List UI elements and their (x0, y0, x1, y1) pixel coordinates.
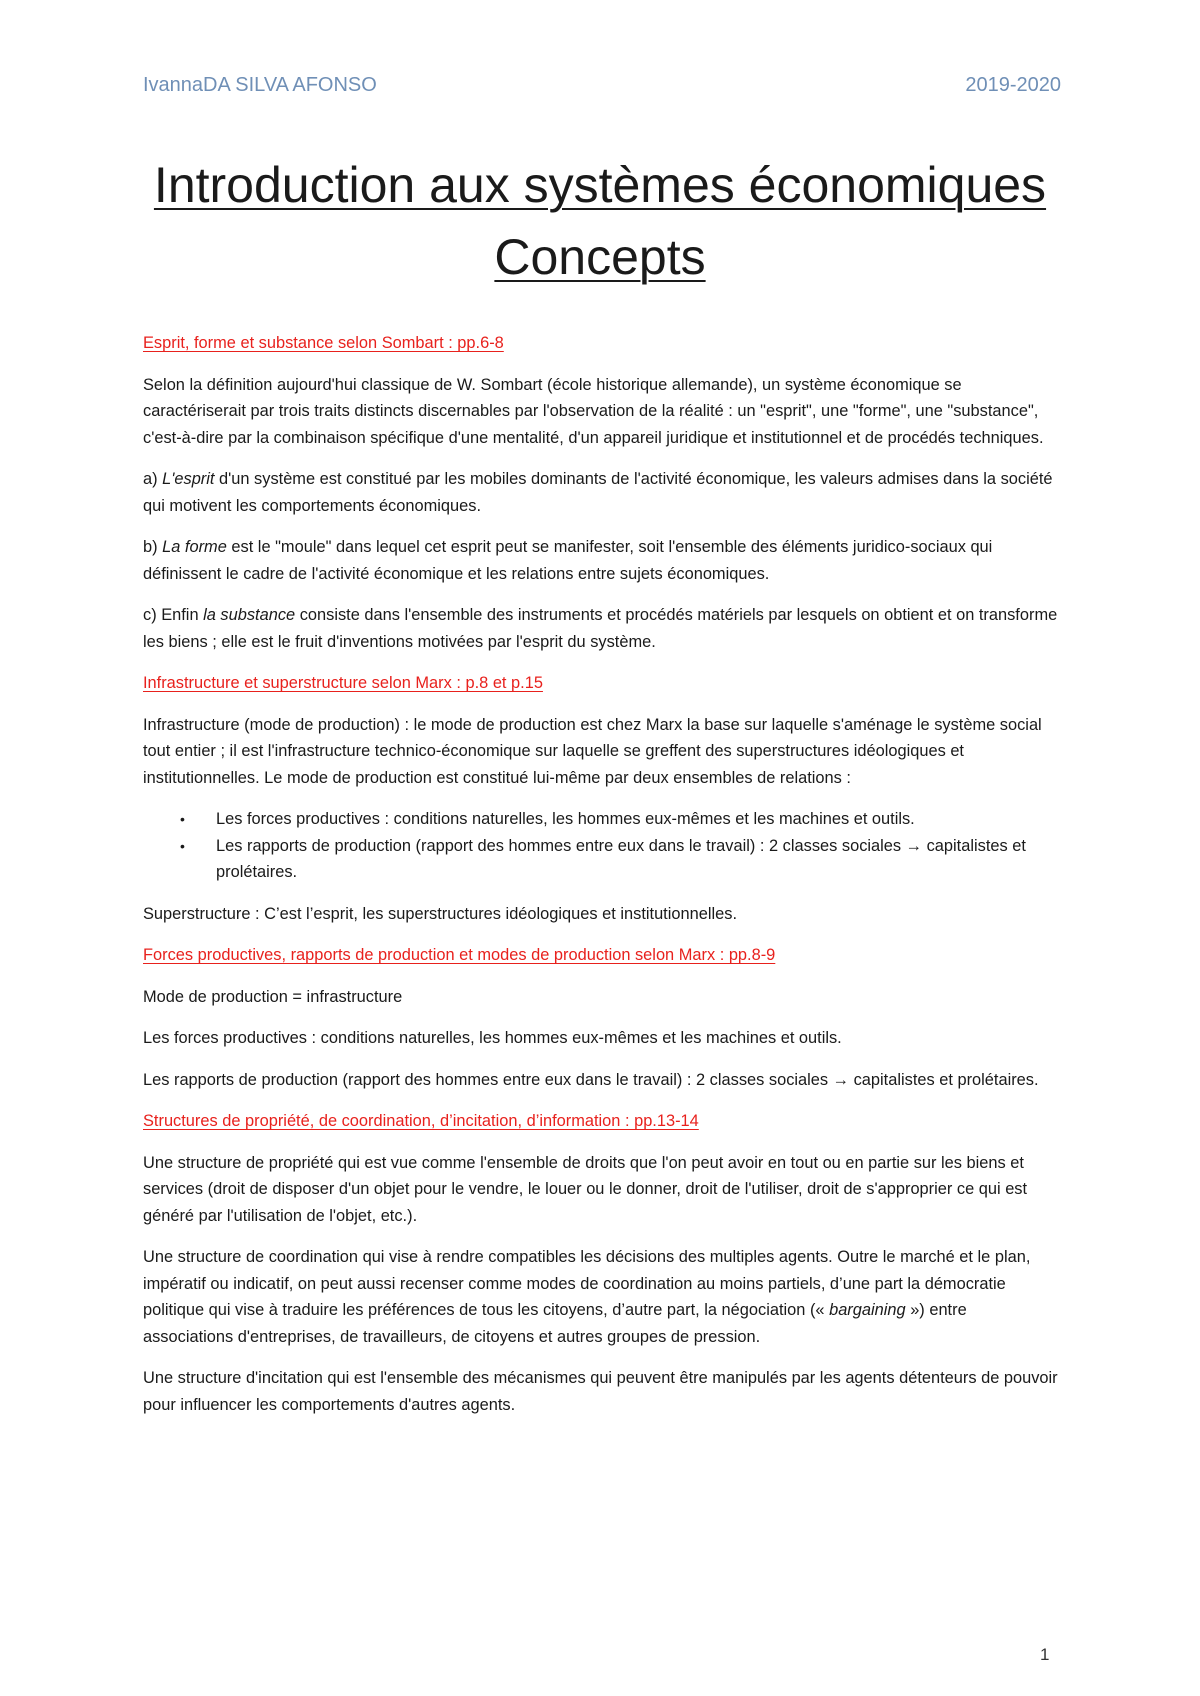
paragraph-structure-coordination (143, 1244, 1061, 1350)
paragraph-forme (143, 534, 1061, 587)
text-substance: consiste dans l'ensemble des instruments et procédés matériels par lesquels on obtient et on transforme les biens ; elle est le fruit d'inventions motivées par l'esprit du système. (143, 606, 1058, 651)
bullet-icon: • (180, 811, 185, 827)
text-coordination-before: Une structure de coordination qui vise à rendre compatibles les décisions des multiples agents. Outre le marché et le plan, impératif ou indicatif, on peut aussi recenser comme modes de coordination au moins partiels, d’une part la démocratie politique qui vise à traduire les préférences de tous les citoyens, d’autre part, la négociation (« (143, 1248, 1031, 1319)
section-heading-marx-forces: Forces productives, rapports de production et modes de production selon Marx : pp.8-9 (143, 946, 776, 964)
paragraph-mode-production: Mode de production = infrastructure (143, 987, 403, 1006)
bullet-icon: • (180, 837, 185, 854)
page-number: 1 (1040, 1645, 1050, 1664)
paragraph-rapports-production: Les rapports de production (rapport des hommes entre eux dans le travail) : 2 classes sociales → capitalistes et prolétaires. (143, 1070, 1039, 1089)
document-body (143, 330, 1061, 1433)
paragraph-superstructure: Superstructure : C’est l’esprit, les superstructures idéologiques et institutionnelles. (143, 904, 737, 923)
text-forme: est le "moule" dans lequel cet esprit peut se manifester, soit l'ensemble des éléments juridico-sociaux qui définissent le cadre de l'activité économique et les relations entre sujets économiques. (143, 538, 993, 583)
document-subtitle: Concepts (494, 229, 706, 285)
list-item-text: Les forces productives : conditions naturelles, les hommes eux-mêmes et les machines et outils. (216, 810, 915, 828)
text-esprit: d'un système est constitué par les mobiles dominants de l'activité économique, les valeurs admises dans la société qui motivent les comportements économiques. (143, 470, 1053, 515)
header-year: 2019-2020 (965, 74, 1061, 96)
section-heading-sombart: Esprit, forme et substance selon Sombart : pp.6-8 (143, 334, 504, 352)
list-item (180, 806, 1061, 833)
prefix-c: c) Enfin (143, 606, 204, 624)
paragraph-sombart-intro: Selon la définition aujourd'hui classique de W. Sombart (école historique allemande), un système économique se caractériserait par trois traits distincts discernables par l'observation de la réalité : un "esprit", une "forme", une "substance", c'est-à-dire par la combinaison spécifique d'une mentalité, d'un appareil juridique et institutionnel et de procédés techniques. (143, 375, 1044, 447)
text-coordination-after: ») entre associations d'entreprises, de travailleurs, de citoyens et autres groupes de pression. (143, 1301, 967, 1346)
paragraph-substance (143, 602, 1061, 655)
document-title: Introduction aux systèmes économiques (153, 157, 1047, 213)
page-header (143, 74, 1061, 97)
term-esprit: L'esprit (162, 470, 215, 488)
paragraph-infrastructure: Infrastructure (mode de production) : le mode de production est chez Marx la base sur laquelle s'aménage le système social tout entier ; il est l'infrastructure technico-économique sur laquelle se greffent des superstructures idéologiques et institutionnelles. Le mode de production est constitué lui-même par deux ensembles de relations : (143, 715, 1042, 787)
section-heading-structures: Structures de propriété, de coordination, d’incitation, d’information : pp.13-14 (143, 1112, 699, 1130)
term-substance: la substance (203, 606, 296, 624)
paragraph-esprit (143, 466, 1061, 519)
prefix-a: a) (143, 470, 163, 488)
list-item-text: Les rapports de production (rapport des hommes entre eux dans le travail) : 2 classes sociales → capitalistes et prolétaires. (216, 836, 1026, 881)
bullet-list (143, 806, 1061, 886)
paragraph-forces-productives: Les forces productives : conditions naturelles, les hommes eux-mêmes et les machines et outils. (143, 1029, 842, 1047)
section-heading-marx-infra: Infrastructure et superstructure selon Marx : p.8 et p.15 (143, 674, 543, 692)
term-bargaining: bargaining (829, 1301, 906, 1319)
header-author: IvannaDA SILVA AFONSO (143, 74, 377, 96)
paragraph-structure-incitation: Une structure d'incitation qui est l'ensemble des mécanismes qui peuvent être manipulés par les agents détenteurs de pouvoir pour influencer les comportements d'autres agents. (143, 1369, 1058, 1414)
prefix-b: b) (143, 538, 163, 556)
term-forme: La forme (162, 538, 227, 556)
list-item (180, 833, 1061, 886)
paragraph-structure-propriete: Une structure de propriété qui est vue comme l'ensemble de droits que l'on peut avoir en tout ou en partie sur les biens et services (droit de disposer d'un objet pour le vendre, le louer ou le donner, droit de l'utiliser, droit de s'approprier ce qui est généré par l'utilisation de l'objet, etc.). (143, 1153, 1028, 1225)
